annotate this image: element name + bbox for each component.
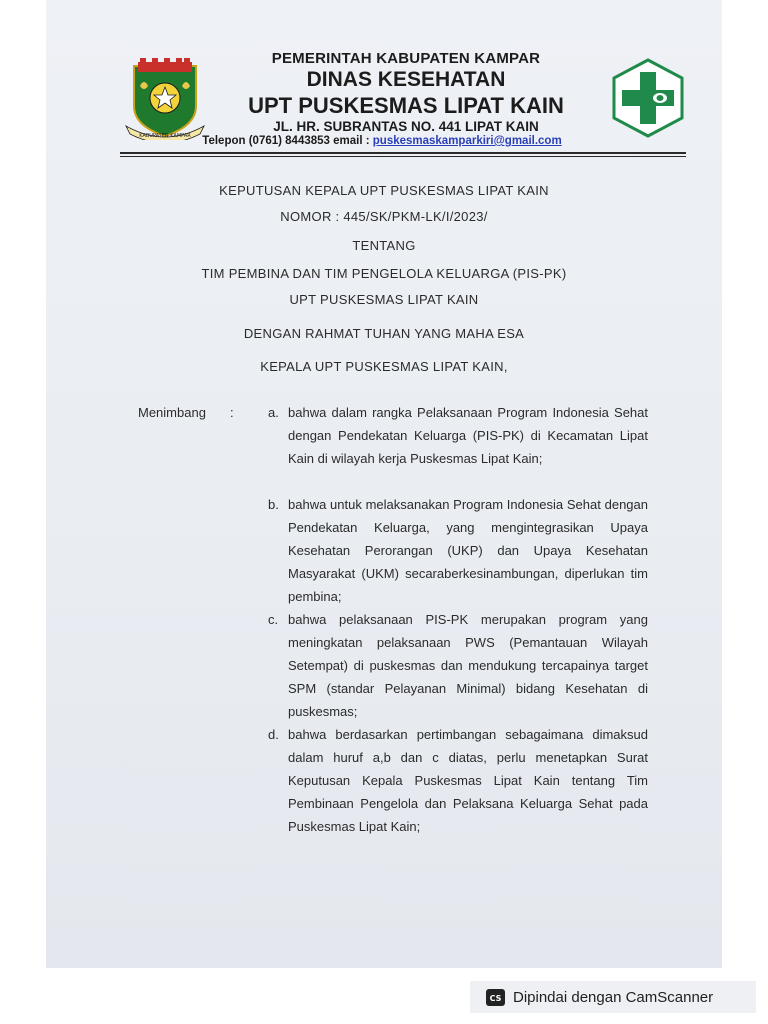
item-text: bahwa pelaksanaan PIS-PK merupakan program yang meningkatan pelaksanaan PWS (Pemantauan Wilayah Setempat) di puskesmas dan mendukung tercapainya target SPM (standar Pelayanan Minimal) bidang Kesehatan di puskesmas; — [288, 612, 648, 719]
letterhead-rule-thick — [120, 152, 686, 154]
letterhead-rule-thin — [120, 156, 686, 157]
considerations-colon: : — [230, 405, 234, 420]
decree-subject-2: UPT PUSKESMAS LIPAT KAIN — [289, 292, 479, 307]
svg-text:CS: CS — [489, 993, 502, 1003]
camscanner-watermark — [470, 981, 756, 1013]
item-letter: b. — [268, 497, 279, 512]
decree-subject-1: TIM PEMBINA DAN TIM PENGELOLA KELUARGA (PIS-PK) — [201, 266, 567, 281]
decree-blessing: DENGAN RAHMAT TUHAN YANG MAHA ESA — [243, 326, 525, 341]
address: JL. HR. SUBRANTAS NO. 441 LIPAT KAIN — [273, 119, 539, 134]
letterhead — [196, 50, 616, 147]
item-letter: d. — [268, 727, 279, 742]
document-page — [46, 0, 722, 968]
decree-number: NOMOR : 445/SK/PKM-LK/I/2023/ — [280, 209, 488, 224]
consideration-item-c — [268, 608, 648, 723]
puskesmas-cross-logo — [610, 58, 686, 138]
consideration-item-b — [268, 493, 648, 608]
kampar-seal-logo — [124, 56, 206, 140]
decree-title: KEPUTUSAN KEPALA UPT PUSKESMAS LIPAT KAIN — [219, 183, 549, 198]
svg-text:KABUPATEN KAMPAR: KABUPATEN KAMPAR — [139, 133, 191, 139]
considerations-label: Menimbang — [138, 405, 206, 420]
agency-name: DINAS KESEHATAN — [306, 68, 506, 91]
contact-line — [172, 135, 592, 147]
item-letter: a. — [268, 405, 279, 420]
item-text: bahwa dalam rangka Pelaksanaan Program Indonesia Sehat dengan Pendekatan Keluarga (PIS-PK) di Kecamatan Lipat Kain di wilayah kerja Puskesmas Lipat Kain; — [288, 405, 648, 466]
camscanner-logo-icon — [486, 989, 505, 1006]
government-name: PEMERINTAH KABUPATEN KAMPAR — [271, 50, 541, 67]
decree-about: TENTANG — [352, 238, 416, 253]
decree-authority: KEPALA UPT PUSKESMAS LIPAT KAIN, — [260, 359, 508, 374]
email-link[interactable]: puskesmaskamparkiri@gmail.com — [372, 135, 562, 147]
consideration-item-a — [268, 401, 648, 470]
item-text: bahwa untuk melaksanakan Program Indonesia Sehat dengan Pendekatan Keluarga, yang mengintegrasikan Upaya Kesehatan Perorangan (UKP) dan Upaya Kesehatan Masyarakat (UKM) secaraberkesinambungan, diperlukan tim pembina; — [288, 497, 648, 604]
institution-name: UPT PUSKESMAS LIPAT KAIN — [248, 93, 564, 118]
phone-text: Telepon (0761) 8443853 email : — [202, 135, 373, 147]
consideration-item-d — [268, 723, 648, 838]
item-text: bahwa berdasarkan pertimbangan sebagaimana dimaksud dalam huruf a,b dan c diatas, perlu menetapkan Surat Keputusan Kepala Puskesmas Lipat Kain tentang Tim Pembinaan Pengelola dan Pelaksana Keluarga Sehat pada Puskesmas Lipat Kain; — [288, 727, 648, 834]
item-letter: c. — [268, 612, 279, 627]
camscanner-text: Dipindai dengan CamScanner — [513, 988, 714, 1006]
